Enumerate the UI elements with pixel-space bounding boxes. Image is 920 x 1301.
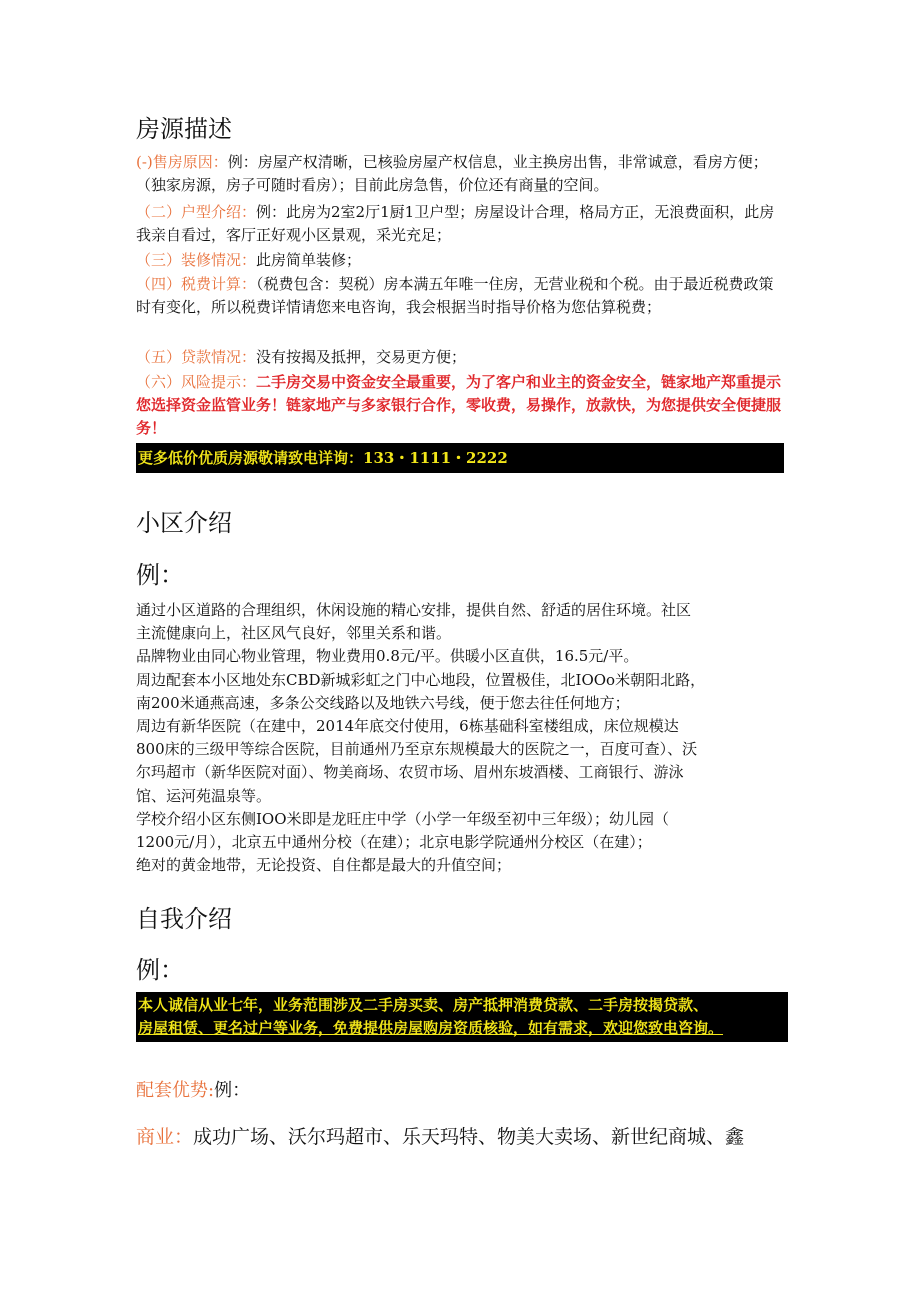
loan-label: （五）贷款情况： [136, 348, 257, 366]
risk-text: 二手房交易中资金安全最重要，为了客户和业主的资金安全，链家地产郑重提示您选择资金监管业务！链家地产与多家银行合作，零收费，易操作，放款快，为您提供安全便捷服务！ [136, 373, 782, 437]
listing-risk [136, 371, 788, 440]
advantages-label: 配套优势: [136, 1080, 215, 1101]
listing-layout [136, 201, 788, 247]
community-line: 1200元/月），北京五中通州分校（在建）；北京电影学院通州分校区（在建）； [136, 833, 652, 852]
risk-label: （六）风险提示： [136, 373, 257, 391]
community-line: 南200米通燕高速，多条公交线路以及地铁六号线，便于您去往任何地方； [136, 693, 630, 712]
community-line: 通过小区道路的合理组织，休闲设施的精心安排，提供自然、舒适的居住环境。社区 [136, 601, 692, 619]
tax-label: （四）税费计算： [136, 275, 257, 293]
community-example: 例： [136, 561, 184, 589]
community-line: 品牌物业由同心物业管理，物业费用0.8元/平。供暖小区直供，16.5元/平。 [136, 647, 639, 666]
self-intro-banner [136, 992, 788, 1042]
community-line: 周边有新华医院（在建中，2014年底交付使用，6栋基础科室楼组成，床位规模达 [136, 717, 679, 736]
listing-title: 房源描述 [136, 115, 232, 143]
layout-label: （二）户型介绍： [136, 203, 257, 221]
commerce-text: 成功广场、沃尔玛超市、乐天玛特、物美大卖场、新世纪商城、鑫 [193, 1126, 745, 1148]
community-line: 绝对的黄金地带，无论投资、自住都是最大的升值空间； [136, 856, 512, 875]
community-line: 主流健康向上，社区风气良好，邻里关系和谐。 [136, 624, 452, 643]
commerce-label: 商业： [136, 1126, 194, 1148]
hotline-banner [136, 443, 784, 473]
hotline-text: 更多低价优质房源敬请致电详询：133・1111・2222 [138, 449, 508, 467]
tax-text: （税费包含：契税）房本满五年唯一住房，无营业税和个税。由于最近税费政策时有变化，所以税费详情请您来电咨询，我会根据当时指导价格为您估算税费； [136, 275, 774, 316]
self-intro-example: 例： [136, 956, 184, 984]
decoration-label: （三）装修情况： [136, 251, 257, 269]
listing-reason [136, 151, 788, 197]
self-intro-line-1: 本人诚信从业七年，业务范围涉及二手房买卖、房产抵押消费贷款、二手房按揭贷款、 [138, 996, 709, 1014]
community-line: 学校介绍小区东侧IOO米即是龙旺庄中学（小学一年级至初中三年级）；幼儿园（ [136, 809, 670, 828]
loan-text: 没有按揭及抵押，交易更方便； [256, 348, 467, 366]
community-line: 800床的三级甲等综合医院，目前通州乃至京东规模最大的医院之一，百度可查）、沃 [136, 740, 698, 759]
community-title: 小区介绍 [136, 509, 232, 537]
community-line: 周边配套本小区地处东CBD新城彩虹之门中心地段，位置极佳，北IOOo米朝阳北路， [136, 670, 706, 689]
layout-text: 例：此房为2室2厅1厨1卫户型；房屋设计合理，格局方正，无浪费面积，此房我亲自看过，客厅正好观小区景观，采光充足； [136, 203, 775, 244]
reason-label: (-)售房原因： [136, 153, 228, 171]
reason-text: 例：房屋产权清晰，已核验房屋产权信息，业主换房出售，非常诚意，看房方便；（独家房源，房子可随时看房）；目前此房急售，价位还有商量的空间。 [136, 153, 768, 194]
community-body [136, 599, 788, 877]
listing-loan [136, 346, 788, 369]
commerce-line [136, 1124, 744, 1150]
advantages-heading [136, 1079, 250, 1103]
self-intro-title: 自我介绍 [136, 905, 232, 933]
community-line: 尔玛超市（新华医院对面）、物美商场、农贸市场、眉州东坡酒楼、工商银行、游泳 [136, 763, 684, 782]
self-intro-line-2: 房屋租赁、更名过户等业务，免费提供房屋购房资质核验，如有需求，欢迎您致电咨询。 [138, 1019, 724, 1037]
community-line: 馆、运河苑温泉等。 [136, 786, 272, 805]
decoration-text: 此房简单装修； [256, 251, 362, 269]
listing-decoration [136, 249, 788, 272]
listing-tax [136, 273, 788, 319]
advantages-example: 例： [214, 1080, 251, 1101]
